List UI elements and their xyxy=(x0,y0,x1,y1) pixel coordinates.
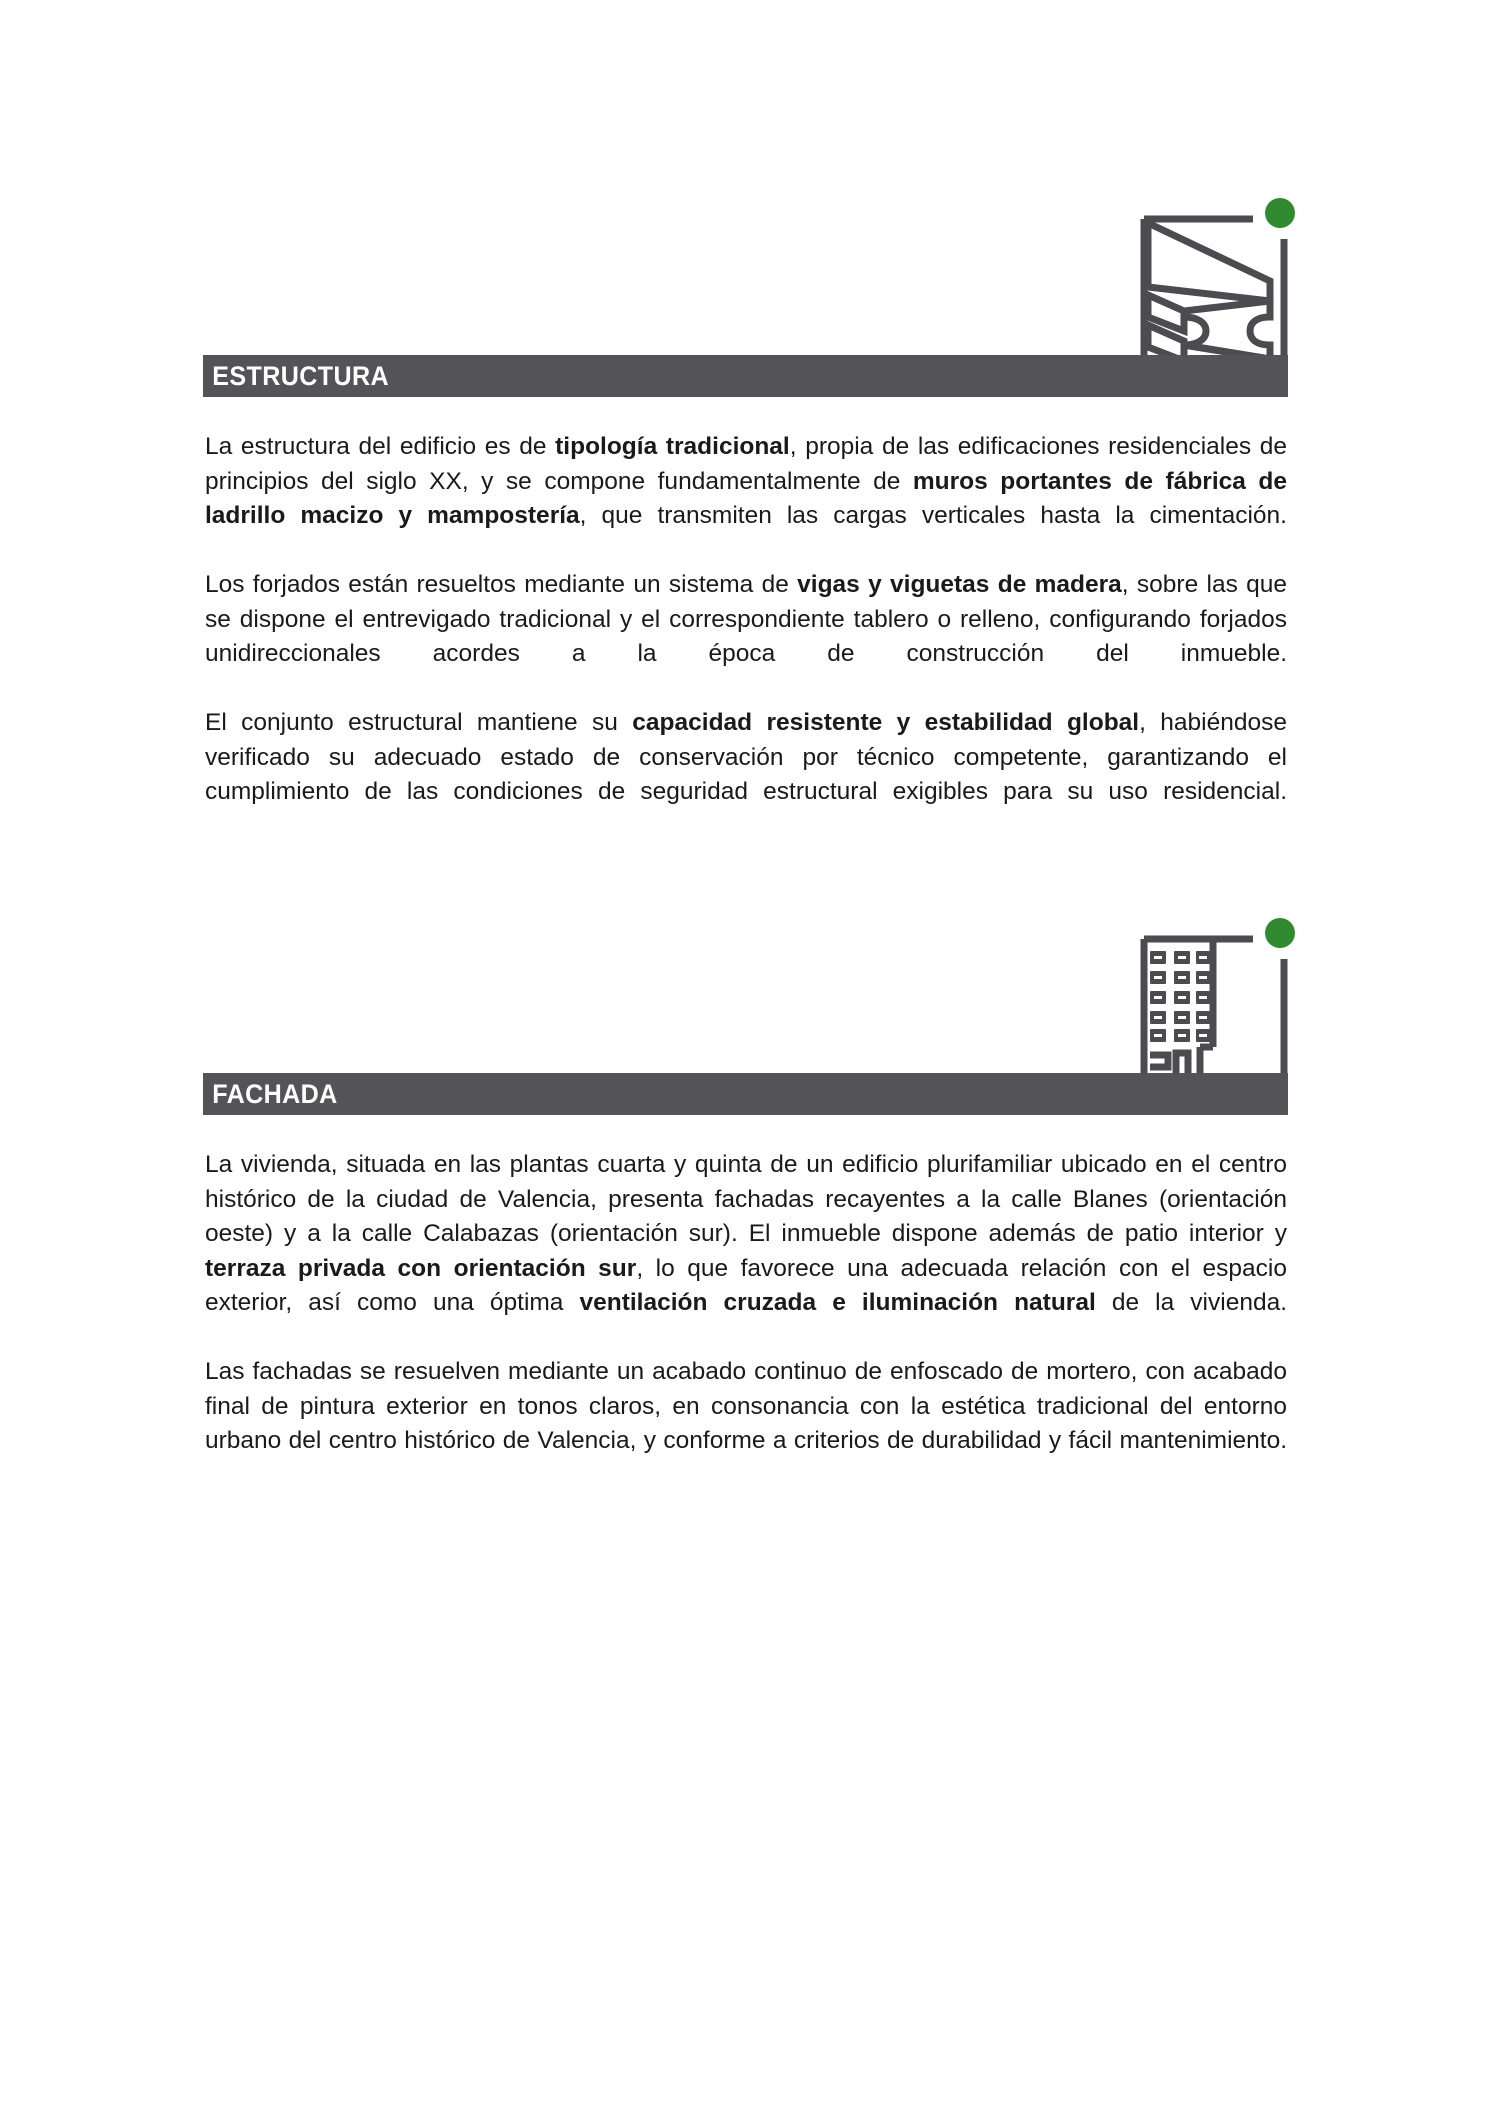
emphasis-text: vigas y viguetas de madera xyxy=(797,571,1122,598)
emphasis-text: ventilación cruzada e iluminación natural xyxy=(579,1289,1096,1316)
section-header-label: ESTRUCTURA xyxy=(212,360,389,391)
body-text: , propia de las edificaciones residenciales de principios del siglo XX, y se compone fundamentalmente de xyxy=(205,433,1287,495)
paragraph xyxy=(205,706,1287,844)
body-text: de la vivienda. xyxy=(1095,1289,1287,1316)
emphasis-text: muros portantes de fábrica de ladrillo macizo y mampostería xyxy=(205,467,1287,529)
section-header-label: FACHADA xyxy=(212,1078,338,1109)
green-dot-icon xyxy=(1265,198,1295,228)
body-text: , sobre las que se dispone el entrevigado tradicional y el correspondiente tablero o relleno, configurando forjados unidireccionales acordes a la época de construcción del inmueble. xyxy=(205,571,1287,667)
green-dot-icon xyxy=(1265,918,1295,948)
paragraph xyxy=(205,1148,1287,1355)
body-text: La vivienda, situada en las plantas cuarta y quinta de un edificio plurifamiliar ubicado en el centro histórico de la ciudad de Valencia, presenta fachadas recayentes a la calle Blanes (orientación oeste) y a la calle Calabazas (orientación sur). El inmueble dispone además de patio interior y xyxy=(205,1151,1287,1247)
body-text: La estructura del edificio es de xyxy=(205,433,556,460)
body-text: , que transmiten las cargas verticales hasta la cimentación. xyxy=(579,502,1287,529)
section-header-estructura xyxy=(203,355,1288,397)
paragraph xyxy=(205,430,1287,568)
section-header-fachada xyxy=(203,1073,1288,1115)
emphasis-text: capacidad resistente y estabilidad global xyxy=(632,709,1140,736)
body-text: , habiéndose verificado su adecuado estado de conservación por técnico competente, garantizando el cumplimiento de las condiciones de seguridad estructural exigibles para su uso residencial. xyxy=(205,709,1287,805)
paragraph xyxy=(205,568,1287,706)
paragraph xyxy=(205,1355,1287,1493)
section-body-fachada xyxy=(205,1148,1287,1493)
body-text: El conjunto estructural mantiene su xyxy=(205,709,633,736)
section-body-estructura xyxy=(205,430,1287,844)
body-text: Los forjados están resueltos mediante un sistema de xyxy=(205,571,798,598)
emphasis-text: terraza privada con orientación sur xyxy=(205,1254,637,1282)
structure-beams-icon xyxy=(1120,195,1295,380)
body-text: , lo que favorece una adecuada relación con el espacio exterior, así como una óptima xyxy=(205,1254,1287,1316)
emphasis-text: tipología tradicional xyxy=(555,433,790,460)
body-text: Las fachadas se resuelven mediante un acabado continuo de enfoscado de mortero, con acabado final de pintura exterior en tonos claros, en consonancia con la estética tradicional del entorno urbano del centro histórico de Valencia, y conforme a criterios de durabilidad y fácil mantenimiento. xyxy=(205,1358,1287,1454)
